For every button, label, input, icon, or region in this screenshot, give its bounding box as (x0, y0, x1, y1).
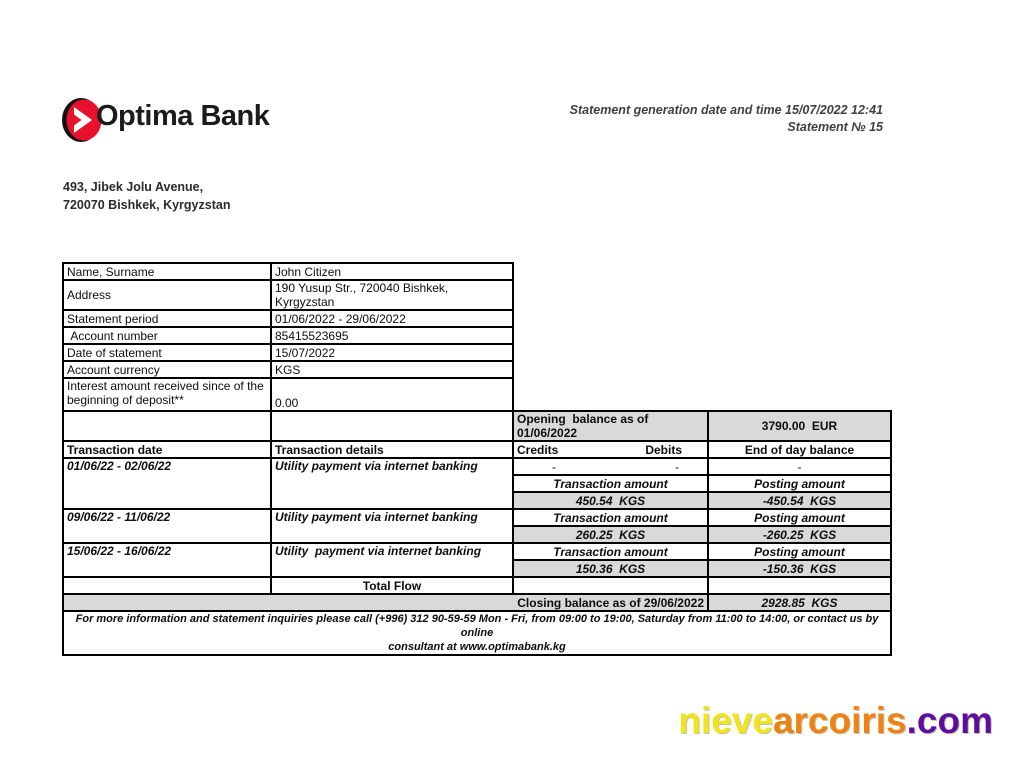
transaction-row (63, 543, 891, 560)
watermark-com: .com (906, 700, 993, 741)
account-info-label: Statement period (63, 310, 271, 327)
spacer-cell (513, 344, 891, 361)
account-info-value: 01/06/2022 - 29/06/2022 (271, 310, 513, 327)
spacer-cell (513, 361, 891, 378)
column-header-transaction-details: Transaction details (271, 441, 513, 458)
footer-note-line1: For more information and statement inquiries please call (+996) 312 90-59-59 Mon - Fri, from 09:00 to 19:00, Saturday from 11:00 to 14:00, or contact us by online (75, 613, 879, 639)
account-info-row (63, 327, 891, 344)
transaction-row (63, 509, 891, 526)
opening-balance-label: Opening balance as of 01/06/2022 (513, 411, 708, 441)
transaction-amount-value: 150.36 KGS (513, 560, 708, 577)
posting-amount-value: -260.25 KGS (708, 526, 891, 543)
spacer-cell (513, 378, 891, 411)
total-flow-label: Total Flow (271, 577, 513, 594)
transaction-date: 09/06/22 - 11/06/22 (63, 509, 271, 543)
account-info-value: 85415523695 (271, 327, 513, 344)
posting-amount-label: Posting amount (708, 509, 891, 526)
debits-dash: - (675, 459, 679, 474)
posting-amount-value: -450.54 KGS (708, 492, 891, 509)
closing-balance-label: Closing balance as of 29/06/2022 (63, 594, 708, 611)
account-info-row (63, 344, 891, 361)
transaction-details: Utility payment via internet banking (271, 543, 513, 577)
transaction-amount-value: 260.25 KGS (513, 526, 708, 543)
bank-name: Optima Bank (96, 100, 270, 132)
empty-cell (513, 577, 708, 594)
bank-address-line1: 493, Jibek Jolu Avenue, (63, 180, 204, 194)
closing-balance-row (63, 594, 891, 611)
empty-cell (63, 411, 271, 441)
account-info-label: Name, Surname (63, 263, 271, 280)
spacer-cell (513, 310, 891, 327)
credits-debits-dash-cell (513, 458, 708, 475)
account-info-value: 190 Yusup Str., 720040 Bishkek, Kyrgyzstan (271, 280, 513, 310)
account-info-label: Address (63, 280, 271, 310)
posting-amount-label: Posting amount (708, 475, 891, 492)
watermark-nieve: nieve (678, 700, 773, 741)
watermark (678, 700, 993, 742)
posting-amount-value: -150.36 KGS (708, 560, 891, 577)
footer-note-line2: consultant at www.optimabank.kg (388, 641, 566, 653)
bank-address (63, 178, 230, 214)
column-header-credits: Credits (517, 442, 559, 457)
column-header-end-of-day-balance: End of day balance (708, 441, 891, 458)
opening-balance-row (63, 411, 891, 441)
transactions-header-row (63, 441, 891, 458)
account-info-value: 15/07/2022 (271, 344, 513, 361)
posting-amount-label: Posting amount (708, 543, 891, 560)
balance-dash-cell: - (708, 458, 891, 475)
total-flow-row (63, 577, 891, 594)
account-info-row (63, 310, 891, 327)
transaction-date: 15/06/22 - 16/06/22 (63, 543, 271, 577)
spacer-cell (513, 280, 891, 310)
statement-generation-line: Statement generation date and time 15/07/2022 12:41 (569, 103, 883, 117)
column-header-transaction-date: Transaction date (63, 441, 271, 458)
transaction-amount-label: Transaction amount (513, 509, 708, 526)
footer-row (63, 611, 891, 655)
column-header-credits-debits (513, 441, 708, 458)
account-info-value: KGS (271, 361, 513, 378)
transaction-amount-label: Transaction amount (513, 543, 708, 560)
account-info-label: Account currency (63, 361, 271, 378)
empty-cell (63, 577, 271, 594)
transaction-amount-label: Transaction amount (513, 475, 708, 492)
statement-table (62, 262, 892, 656)
spacer-cell (513, 263, 891, 280)
column-header-debits: Debits (645, 442, 682, 457)
bank-address-line2: 720070 Bishkek, Kyrgyzstan (63, 198, 231, 212)
spacer-cell (513, 327, 891, 344)
credits-dash: - (552, 459, 556, 474)
closing-balance-value: 2928.85 KGS (708, 594, 891, 611)
watermark-arcoiris: arcoiris (772, 700, 907, 741)
account-info-row (63, 378, 891, 411)
statement-number-line: Statement № 15 (787, 120, 883, 134)
account-info-label: Account number (63, 327, 271, 344)
empty-cell (708, 577, 891, 594)
account-info-row (63, 263, 891, 280)
account-info-value: John Citizen (271, 263, 513, 280)
transaction-details: Utility payment via internet banking (271, 458, 513, 509)
account-info-row (63, 280, 891, 310)
account-info-label: Interest amount received since of the beginning of deposit** (63, 378, 271, 411)
account-info-row (63, 361, 891, 378)
footer-note (63, 611, 891, 655)
transaction-row (63, 458, 891, 475)
account-info-label: Date of statement (63, 344, 271, 361)
empty-cell (271, 411, 513, 441)
opening-balance-value: 3790.00 EUR (708, 411, 891, 441)
transaction-amount-value: 450.54 KGS (513, 492, 708, 509)
statement-generation-block (570, 102, 883, 136)
account-info-value: 0.00 (271, 378, 513, 411)
transaction-date: 01/06/22 - 02/06/22 (63, 458, 271, 509)
transaction-details: Utility payment via internet banking (271, 509, 513, 543)
